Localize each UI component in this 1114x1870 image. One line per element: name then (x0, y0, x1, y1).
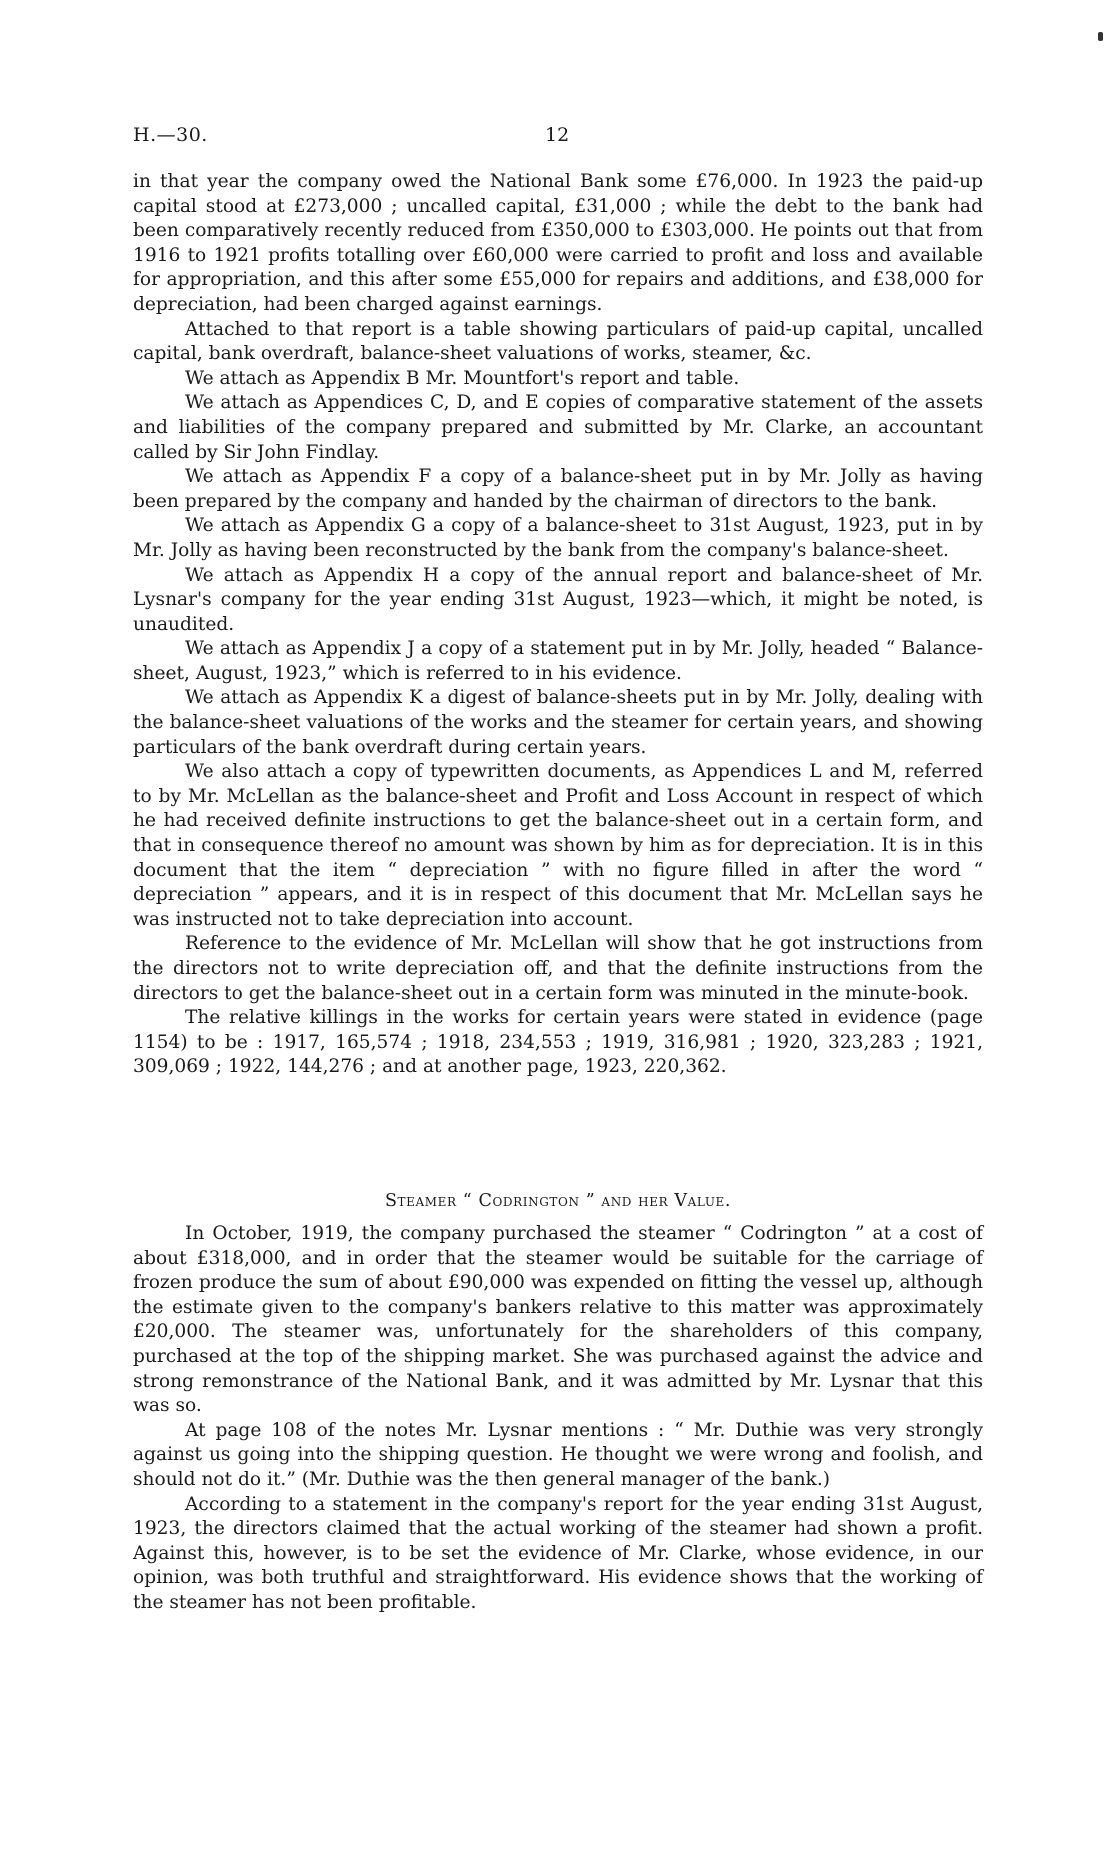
section-heading: Steamer “ Codrington ” and her Value. (384, 1191, 732, 1211)
section-body (133, 1222, 983, 1616)
paragraph: in that year the company owed the National Bank some £76,000. In 1923 the paid-up capital stood at £273,000 ; uncalled capital, £31,000 ; while the debt to the bank had been comparatively recently reduced from £350,000 to £303,000. He points out that from 1916 to 1921 profits totalling over £60,000 were carried to profit and loss and available for appropriation, and this after some £55,000 for repairs and additions, and £38,000 for depreciation, had been charged against earnings. (133, 171, 983, 315)
page-number: 12 (545, 124, 570, 146)
document-reference: H.—30. (133, 124, 208, 146)
main-body (133, 170, 983, 1080)
paragraph: We attach as Appendix H a copy of the annual report and balance-sheet of Mr. Lysnar's company for the year ending 31st August, 1923—which, it might be noted, is unaudited. (133, 564, 983, 635)
paragraph: We also attach a copy of typewritten documents, as Appendices L and M, referred to by Mr. McLellan as the balance-sheet and Profit and Loss Account in respect of which he had received definite instructions to get the balance-sheet out in a certain form, and that in consequence thereof no amount was shown by him as for depreciation. It is in this document that the item “ depreciation ” with no figure filled in after the word “ depreciation ” appears, and it is in respect of this document that Mr. McLellan says he was instructed not to take depreciation into account. (133, 761, 983, 930)
paragraph: In October, 1919, the company purchased the steamer “ Codrington ” at a cost of about £318,000, and in order that the steamer would be suitable for the carriage of frozen produce the sum of about £90,000 was expended on fitting the vessel up, although the estimate given to the company's bankers relative to this matter was approximately £20,000. The steamer was, unfortunately for the shareholders of this company, purchased at the top of the shipping market. She was purchased against the advice and strong remonstrance of the National Bank, and it was admitted by Mr. Lysnar that this was so. (133, 1223, 983, 1417)
paragraph: Attached to that report is a table showing particulars of paid-up capital, uncalled capital, bank overdraft, balance-sheet valuations of works, steamer, &c. (133, 318, 983, 365)
paragraph: At page 108 of the notes Mr. Lysnar mentions : “ Mr. Duthie was very strongly against us going into the shipping question. He thought we were wrong and foolish, and should not do it.” (Mr. Duthie was the then general manager of the bank.) (133, 1419, 983, 1490)
paragraph: The relative killings in the works for certain years were stated in evidence (page 1154) to be : 1917, 165,574 ; 1918, 234,553 ; 1919, 316,981 ; 1920, 323,283 ; 1921, 309,069 ; 1922, 144,276 ; and at another page, 1923, 220,362. (133, 1007, 983, 1078)
paragraph: Reference to the evidence of Mr. McLellan will show that he got instructions from the directors not to write depreciation off, and that the definite instructions from the directors to get the balance-sheet out in a certain form was minuted in the minute-book. (133, 933, 983, 1004)
paragraph: We attach as Appendix K a digest of balance-sheets put in by Mr. Jolly, dealing with the balance-sheet valuations of the works and the steamer for certain years, and showing particulars of the bank overdraft during certain years. (133, 687, 983, 758)
paragraph: According to a statement in the company's report for the year ending 31st August, 1923, the directors claimed that the actual working of the steamer had shown a profit. Against this, however, is to be set the evidence of Mr. Clarke, whose evidence, in our opinion, was both truthful and straightforward. His evidence shows that the working of the steamer has not been profitable. (133, 1493, 983, 1613)
paragraph: We attach as Appendix J a copy of a statement put in by Mr. Jolly, headed “ Balance-sheet, August, 1923,” which is referred to in his evidence. (133, 638, 983, 684)
paragraph: We attach as Appendix F a copy of a balance-sheet put in by Mr. Jolly as having been prepared by the company and handed by the chairman of directors to the bank. (133, 466, 983, 512)
paragraph: We attach as Appendix G a copy of a balance-sheet to 31st August, 1923, put in by Mr. Jolly as having been reconstructed by the bank from the company's balance-sheet. (133, 515, 983, 561)
scan-mark (1098, 32, 1103, 41)
paragraph: We attach as Appendix B Mr. Mountfort's report and table. (185, 367, 740, 389)
paragraph: We attach as Appendices C, D, and E copies of comparative statement of the assets and liabilities of the company prepared and submitted by Mr. Clarke, an accountant called by Sir John Findlay. (133, 392, 983, 463)
